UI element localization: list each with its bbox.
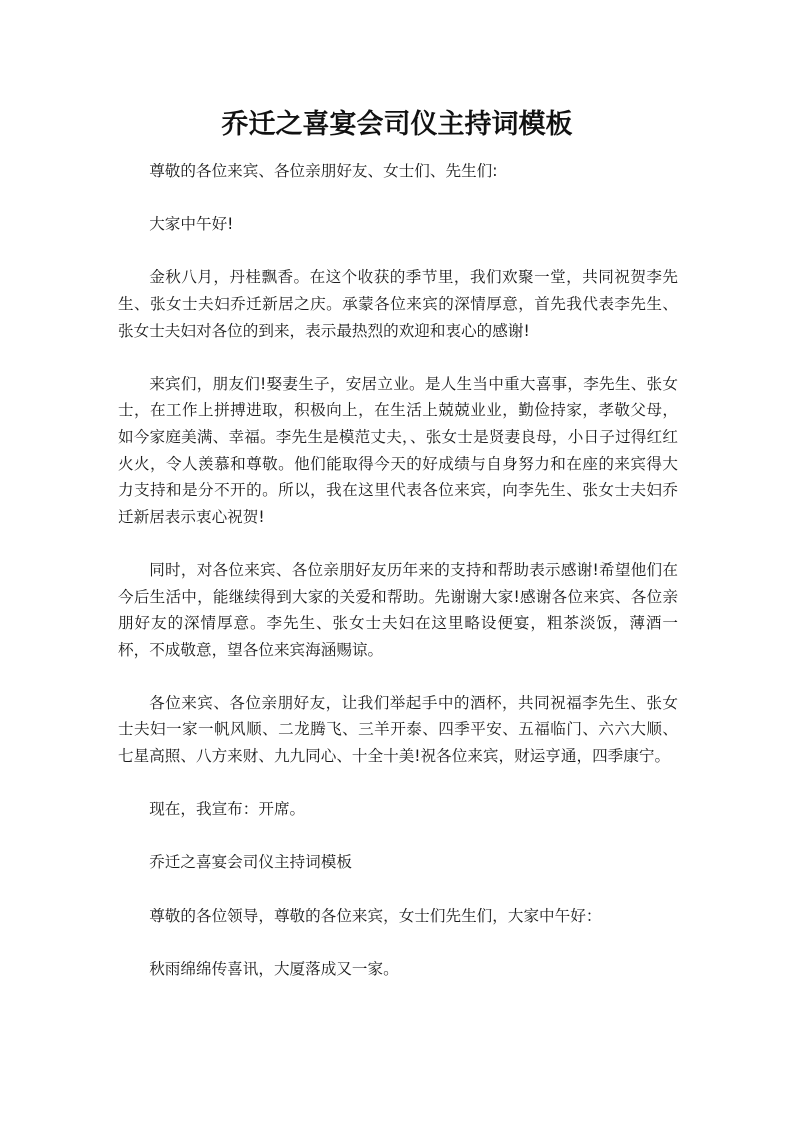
document-title: 乔迁之喜宴会司仪主持词模板 bbox=[221, 109, 573, 140]
paragraph-thanks: 同时，对各位来宾、各位亲朋好友历年来的支持和帮助表示感谢!希望他们在今后生活中，能继续得到大家的关爱和帮助。先谢谢大家!感谢各位来宾、各位亲朋好友的深情厚意。李先生、张女士夫妇在这里略设便宴，粗茶淡饭，薄酒一杯，不成敬意，望各位来宾海涵赐谅。 bbox=[118, 560, 678, 659]
paragraph-good-noon: 大家中午好! bbox=[149, 215, 234, 234]
paragraph-toast: 各位来宾、各位亲朋好友，让我们举起手中的酒杯，共同祝福李先生、张女士夫妇一家一帆风顺、二龙腾飞、三羊开泰、四季平安、五福临门、六六大顺、七星高照、八方来财、九九同心、十全十美!祝各位来宾，财运亨通，四季康宁。 bbox=[118, 693, 678, 766]
document-body bbox=[118, 158, 678, 1009]
paragraph-poem-line: 秋雨绵绵传喜讯，大厦落成又一家。 bbox=[149, 959, 399, 978]
paragraph-opening: 金秋八月，丹桂飘香。在这个收获的季节里，我们欢聚一堂，共同祝贺李先生、张女士夫妇乔迁新居之庆。承蒙各位来宾的深情厚意，首先我代表李先生、张女士夫妇对各位的到来，表示最热烈的欢迎和衷心的感谢! bbox=[118, 268, 678, 340]
paragraph-announce: 现在，我宣布：开席。 bbox=[149, 800, 306, 819]
paragraph-couple-praise: 来宾们，朋友们!娶妻生子，安居立业。是人生当中重大喜事，李先生、张女士，在工作上拼搏进取，积极向上，在生活上兢兢业业，勤俭持家，孝敬父母，如今家庭美满、幸福。李先生是模范丈夫，、张女士是贤妻良母，小日子过得红红火火，令人羡慕和尊敬。他们能取得今天的好成绩与自身努力和在座的来宾得大力支持和是分不开的。所以，我在这里代表各位来宾，向李先生、张女士夫妇乔迁新居表示衷心祝贺! bbox=[118, 374, 678, 526]
paragraph-second-greeting: 尊敬的各位领导，尊敬的各位来宾，女士们先生们，大家中午好： bbox=[149, 906, 602, 925]
paragraph-second-title: 乔迁之喜宴会司仪主持词模板 bbox=[149, 853, 352, 872]
paragraph-greeting: 尊敬的各位来宾、各位亲朋好友、女士们、先生们: bbox=[149, 162, 498, 180]
